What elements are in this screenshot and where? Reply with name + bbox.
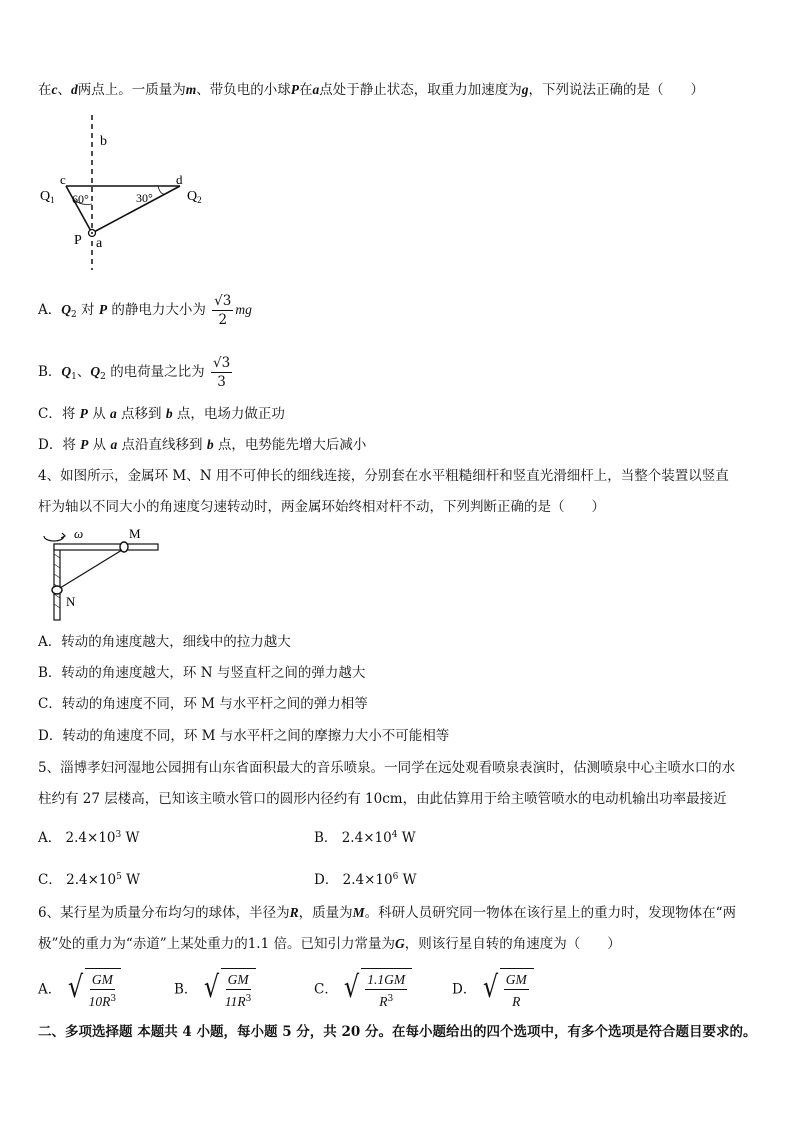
q5-stem-line2: 柱约有 27 层楼高，已知该主喷水管口的圆形内径约有 10cm，由此估算用于给主喷管喷水的电动机输出功率最接近 [38,791,727,807]
q4-option-a: A．转动的角速度越大，细线中的拉力越大 [38,634,291,650]
q5-option-b: B． $2.4\times 10^4$ W [314,830,416,846]
angle-60: 60° [72,192,89,206]
q6-stem-line1: 6、某行星为质量分布均匀的球体，半径为R，质量为M。科研人员研究同一物体在该行星上的重力时，发现物体在“两 [38,905,737,921]
q5-option-a: A． $2.4\times 10^3$ W [38,830,140,846]
label-c: c [60,172,66,187]
label-a: a [96,236,103,251]
q4-option-c: C．转动的角速度不同，环 M 与水平杆之间的弹力相等 [38,696,368,712]
q3-option-a: A．$Q_2$ 对 P 的静电力大小为 $\frac{√3}{2}$ mg [38,293,252,328]
label-p: P [74,233,82,248]
q6-option-d: D． √ $\frac{GM}{R}$ [452,968,534,1011]
q3-option-c: C．将 P 从 a 点移到 b 点，电场力做正功 [38,406,285,422]
q4-stem-line2: 杆为轴以不同大小的角速度匀速转动时，两金属环始终相对杆不动，下列判断正确的是（ ） [38,499,605,515]
label-omega: ω [74,526,84,541]
label-n: N [66,594,76,609]
q3-option-b: B．$Q_1$、$Q_2$ 的电荷量之比为 $\frac{√3}{3}$ [38,355,231,390]
q3-option-d: D．将 P 从 a 点沿直线移到 b 点，电势能先增大后减小 [38,437,367,453]
q6-option-b: B． √ $\frac{GM}{11R^3}$ [174,968,256,1011]
q3-figure [30,110,220,275]
label-q1: $Q_1$ [40,189,55,205]
label-q2: $Q_2$ [187,189,202,205]
radical: √ $\frac{GM}{10R^3}$ [66,968,122,1011]
q5-stem-line1: 5、淄博孝妇河湿地公园拥有山东省面积最大的音乐喷泉。一同学在远处观看喷泉表演时，估测喷泉中心主喷水口的水 [38,760,736,776]
label-m: M [129,526,141,541]
angle-30: 30° [136,191,153,205]
q6-option-a: A． √ $\frac{GM}{10R^3}$ [38,968,121,1011]
vertical-rod [54,544,60,620]
q4-figure [34,524,169,624]
section-2-heading: 二、多项选择题 本题共 4 小题，每小题 5 分，共 20 分。在每小题给出的四个选项中，有多个选项是符合题目要求的。 [38,1024,757,1040]
fraction: $\frac{√3}{2}$ [214,293,232,328]
q6-stem-line2: 极”处的重力为“赤道”上某处重力的1.1 倍。已知引力常量为G，则该行星自转的角速度为（ ） [38,936,621,952]
q5-option-d: D． $2.4\times 10^6$ W [314,872,417,888]
q3-stem: 在c、d两点上。一质量为m、带负电的小球P在a点处于静止状态，取重力加速度为g，下列说法正确的是（ ） [38,82,705,98]
fraction: $\frac{√3}{3}$ [212,355,231,390]
horizontal-rod [54,544,158,550]
label-b: b [100,134,107,149]
q5-option-c: C． $2.4\times 10^5$ W [38,872,141,888]
label-d: d [176,172,183,187]
radical: √ $\frac{GM}{R}$ [481,968,534,1011]
q4-option-b: B．转动的角速度越大，环 N 与竖直杆之间的弹力越大 [38,665,366,681]
radical: √ $\frac{GM}{11R^3}$ [202,968,257,1011]
string-mn [60,550,122,588]
q6-option-c: C． √ $\frac{1.1GM}{R^3}$ [314,968,412,1011]
q4-option-d: D．转动的角速度不同，环 M 与水平杆之间的摩擦力大小不可能相等 [38,728,450,744]
q4-stem-line1: 4、如图所示，金属环 M、N 用不可伸长的细线连接，分别套在水平粗糙细杆和竖直光滑细杆上，当整个装置以竖直 [38,468,729,484]
rotation-arrow-icon [44,536,64,541]
radical: √ $\frac{1.1GM}{R^3}$ [342,968,412,1011]
angle-arc-30 [158,186,164,194]
